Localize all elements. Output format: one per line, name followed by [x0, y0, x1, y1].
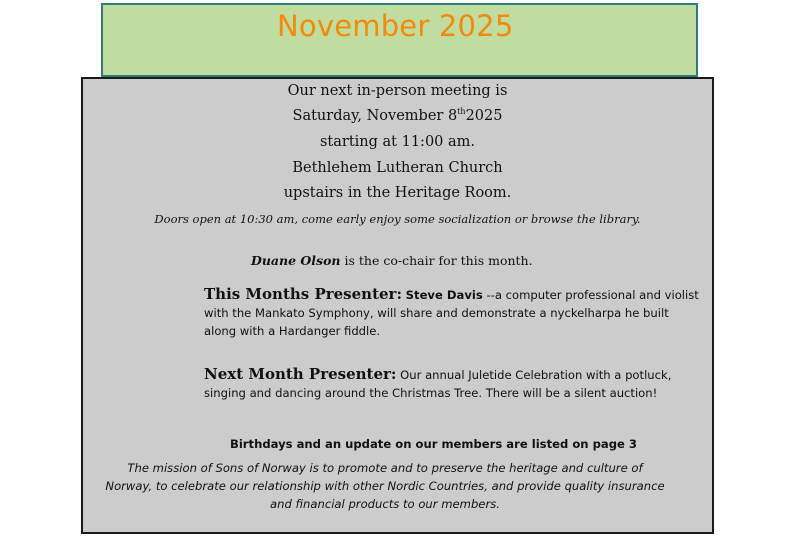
meeting-intro: Our next in-person meeting is — [287, 83, 508, 99]
meeting-room: upstairs in the Heritage Room. — [283, 185, 512, 201]
meeting-date-text: Saturday, November 8 — [292, 108, 458, 124]
meeting-date — [83, 108, 712, 124]
meeting-location: Bethlehem Lutheran Church — [292, 160, 503, 176]
next-month-presenter — [204, 365, 704, 402]
this-month-label: This Months Presenter: — [204, 285, 402, 303]
meeting-date-year: 2025 — [465, 108, 503, 124]
this-month-presenter — [204, 285, 704, 340]
cochair-text: is the co-chair for this month. — [340, 253, 533, 268]
this-month-name: Steve Davis — [405, 288, 483, 302]
next-month-description: Our annual Juletide Celebration with a potluck, singing and dancing around the Christmas Tree. There will be a silent auction! — [204, 368, 672, 400]
doors-open-note: Doors open at 10:30 am, come early enjoy some socialization or browse the library. — [154, 212, 641, 226]
birthdays-note: Birthdays and an update on our members are listed on page 3 — [230, 437, 637, 451]
this-month-description: --a computer professional and violist with the Mankato Symphony, will share and demonstrate a nyckelharpa he built along with a Hardanger fiddle. — [204, 288, 699, 338]
cochair-name: Duane Olson — [251, 253, 341, 268]
meeting-time: starting at 11:00 am. — [319, 134, 476, 150]
meeting-date-ordinal: th — [457, 107, 466, 116]
cochair-note — [251, 253, 533, 268]
page-title: November 2025 — [277, 9, 514, 43]
newsletter-content-box — [81, 77, 714, 534]
header-banner — [101, 3, 698, 77]
next-month-label: Next Month Presenter: — [204, 365, 397, 383]
mission-statement: The mission of Sons of Norway is to promote and to preserve the heritage and culture of Norway, to celebrate our relationship with other Nordic Countries, and provide quality insurance and financial products to our members. — [105, 461, 665, 511]
